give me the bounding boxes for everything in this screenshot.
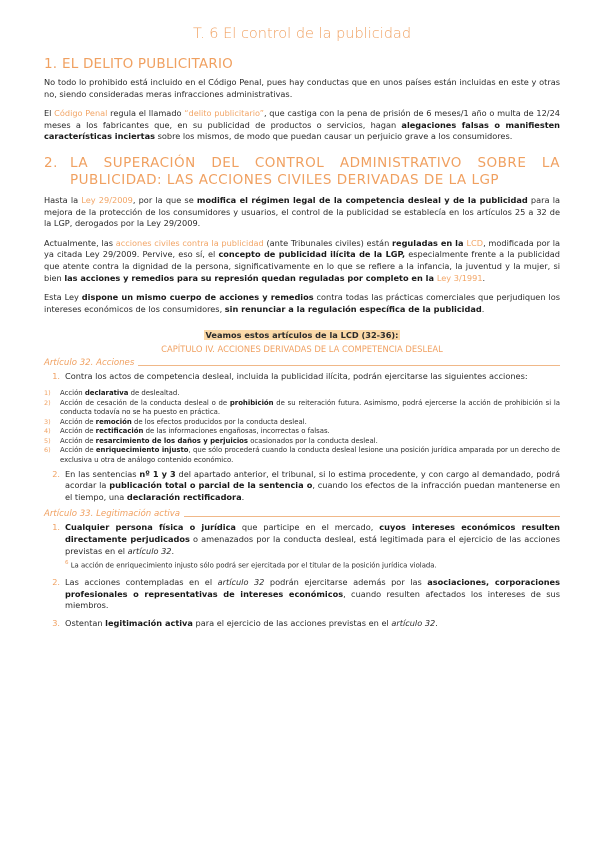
section1-heading: 1. EL DELITO PUBLICITARIO (44, 56, 233, 72)
highlighted-note: Veamos estos artículos de la LCD (32-36): (205, 330, 399, 341)
article-32-subitem: 5) Acción de resarcimiento de los daños y perjuicios ocasionados por la conducta desleal. (44, 436, 378, 445)
article-32-subitem: 1) Acción declarativa de deslealtad. (44, 388, 180, 397)
footnote: $^6$ La acción de enriquecimiento injusto sólo podrá ser ejercitada por el titular de la posición jurídica violada. (65, 560, 437, 570)
article-33-item-2: 2. Las acciones contempladas en el artículo 32 podrán ejercitarse además por las asociaciones, corporaciones profesionales o representativas de intereses económicos, cuando resulten afectados los intereses de sus miembros. (52, 577, 560, 611)
article-32-subitem: 3) Acción de remoción de los efectos producidos por la conducta desleal. (44, 417, 307, 426)
article-32-subitem: 4) Acción de rectificación de las informaciones engañosas, incorrectas o falsas. (44, 427, 330, 436)
article-33-heading: Artículo 33. Legitimación activa (44, 509, 560, 519)
section2-paragraph-1: Hasta la Ley 29/2009, por la que se modifica el régimen legal de la competencia desleal y de la publicidad para la mejora de la protección de los consumidores y usuarios, el control de la publicidad se establecía en los artículos 25 a 32 de la LGP, derogados por la Ley 29/2009. (44, 194, 560, 229)
article-32-item-2: 2. En las sentencias nº 1 y 3 del apartado anterior, el tribunal, si lo estima procedente, y con cargo al demandado, podrá acordar la publicación total o parcial de la sentencia o, cuando los efectos de la infracción puedan mantenerse en el tiempo, una declaración rectificadora. (52, 468, 561, 502)
article-32-subitem: 6) Acción de enriquecimiento injusto, que sólo procederá cuando la conducta desleal lesione una posición jurídica amparada por un derecho de exclusiva u otra de análogo contenido económico. (44, 446, 560, 465)
chapter-heading: CAPÍTULO IV. ACCIONES DERIVADAS DE LA COMPETENCIA DESLEAL (161, 344, 443, 355)
divider (184, 516, 560, 517)
section2-heading: 2. LA SUPERACIÓN DEL CONTROL ADMINISTRATIVO SOBRE LA PUBLICIDAD: LAS ACCIONES CIVILES DERIVADAS DE LA LGP (44, 154, 560, 188)
document-title: T. 6 El control de la publicidad (192, 26, 412, 42)
article-33-item-1: 1. Cualquier persona física o jurídica que participe en el mercado, cuyos intereses económicos resulten directamente perjudicados o amenazados por la conducta desleal, está legitimada para el ejercicio de las acciones previstas en el artículo 32. $^6$ La acción de enriquecimiento injusto sólo podrá ser ejercitada por el titular de la posición jurídica violada. (52, 522, 560, 570)
article-32-subitem: 2) Acción de cesación de la conducta desleal o de prohibición de su reiteración futura. Asimismo, podrá ejercerse la acción de prohibición si la conducta todavía no se ha puesto en práctica. (44, 398, 560, 417)
section2-paragraph-2: Actualmente, las acciones civiles contra la publicidad (ante Tribunales civiles) están reguladas en la LCD, modificada por la ya citada Ley 29/2009. Pervive, eso sí, el concepto de publicidad ilícita de la LGP, especialmente frente a la publicidad que atente contra la dignidad de la persona, significativamente en lo que se refiere a la infancia, la juventud y la mujer, si bien las acciones y remedios para su represión quedan reguladas por completo en la Ley 3/1991. (44, 237, 561, 283)
article-32-item-1: 1. Contra los actos de competencia desleal, incluida la publicidad ilícita, podrán ejercitarse las siguientes acciones: (52, 371, 528, 382)
article-32-subitems (44, 389, 560, 466)
section1-paragraph-1: No todo lo prohibido está incluido en el Código Penal, pues hay conductas que en unos países están incluidas en este y otras no, siendo consideradas meras infracciones administrativas. (44, 77, 560, 99)
article-33-item-3: 3. Ostentan legitimación activa para el ejercicio de las acciones previstas en el artículo 32. (52, 617, 438, 628)
article-32-heading: Artículo 32. Acciones (44, 358, 560, 368)
section2-paragraph-3: Esta Ley dispone un mismo cuerpo de acciones y remedios contra todas las prácticas comerciales que perjudiquen los intereses económicos de los consumidores, sin renunciar a la regulación específica de la publicidad. (44, 292, 560, 314)
divider (138, 365, 560, 366)
codigo-penal-link: Código Penal (54, 108, 108, 119)
section1-paragraph-2: El Código Penal regula el llamado “delito publicitario”, que castiga con la pena de prisión de 6 meses/1 año o multa de 12/24 meses a los fabricantes que, en su publicidad de productos o servicios, hagan alegaciones falsas o manifiesten características inciertas sobre los mismos, de modo que puedan causar un perjuicio grave a los consumidores. (44, 108, 560, 142)
